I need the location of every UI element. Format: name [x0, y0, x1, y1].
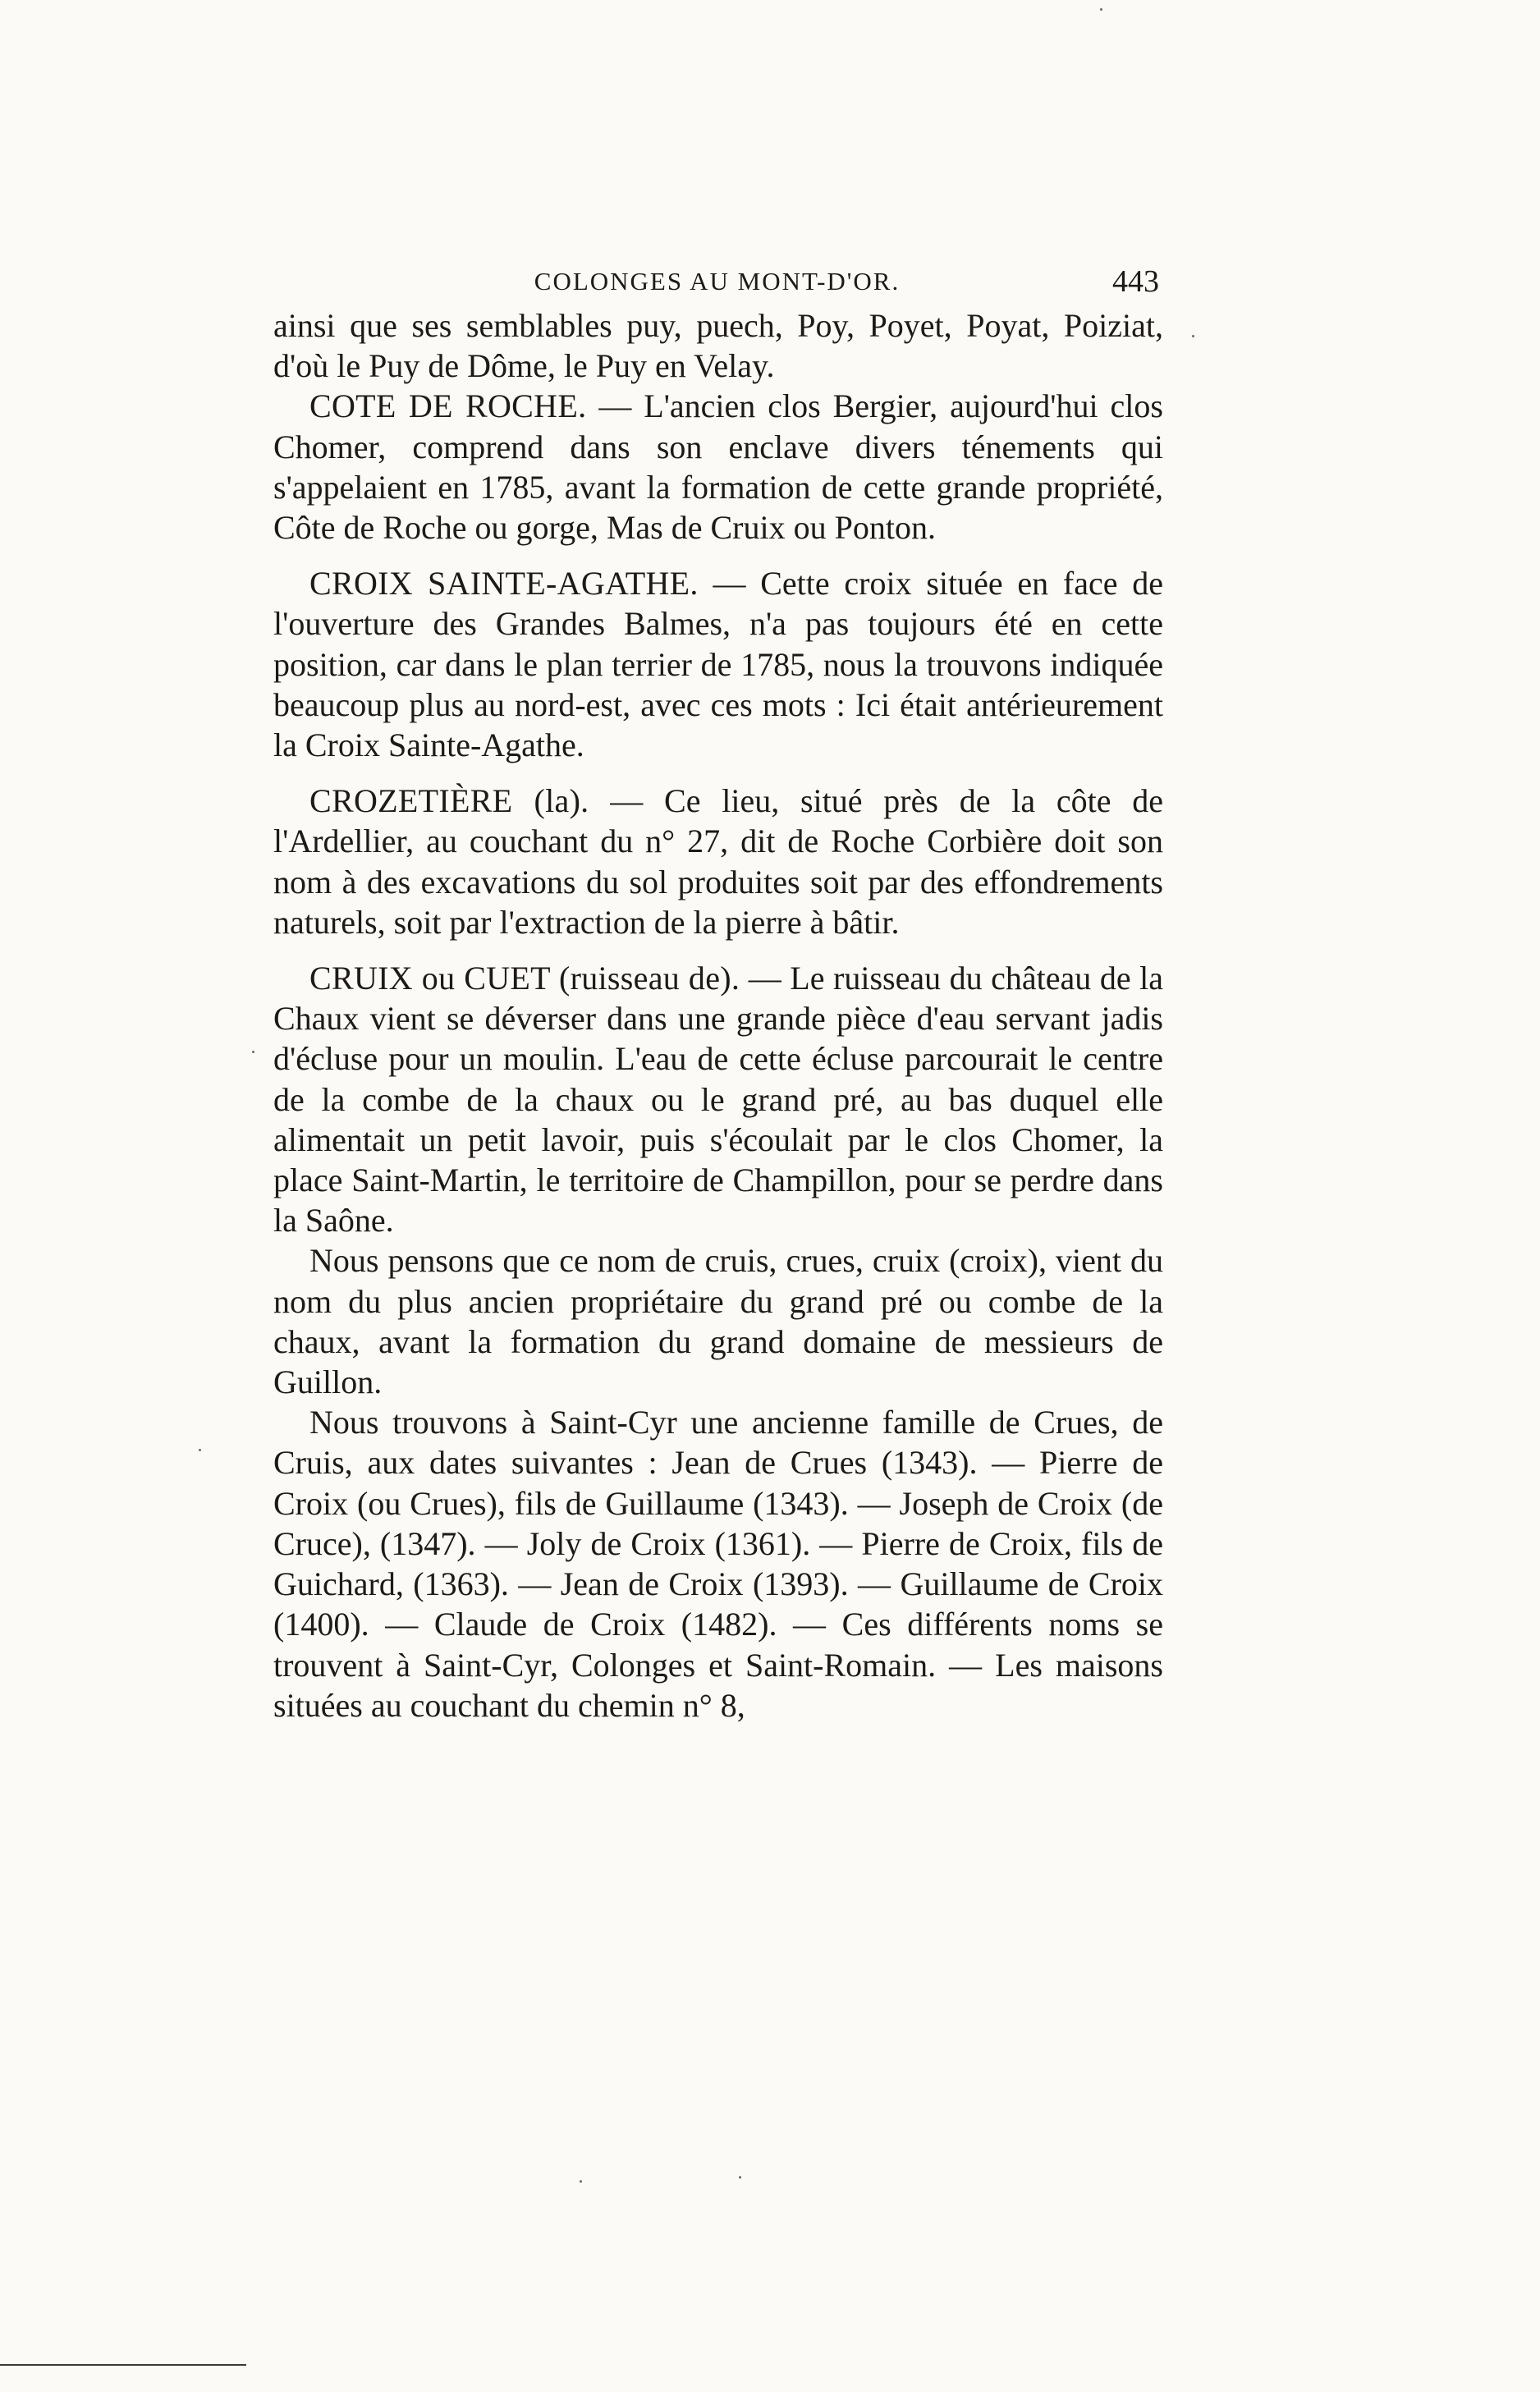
margin-dot: [252, 1051, 254, 1053]
running-head: [275, 261, 1159, 302]
entry-heading: CRUIX ou CUET (ruisseau de).: [309, 960, 740, 997]
paragraph-name-origin: [273, 1240, 1163, 1402]
entry-croix-sainte-agathe: [273, 563, 1163, 765]
entry-crozetiere: [273, 781, 1163, 942]
paragraph-continuation: [273, 305, 1163, 386]
entry-heading: CROIX SAINTE-AGATHE.: [309, 565, 699, 603]
paragraph-saint-cyr-family: [273, 1402, 1163, 1725]
running-title: COLONGES AU MONT-D'OR.: [534, 267, 901, 296]
paragraph-text: Nous trouvons à Saint-Cyr une ancienne famille de Crues, de Cruis, aux dates suivantes : Jean de Crues (1343). — Pierre de Croix (ou Crues), fils de Guillaume (1343). — Joseph de Croix (de Cruce), (1347). — Joly de Croix (1361). — Pierre de Croix, fils de Guichard, (1363). — Jean de Croix (1393). — Guillaume de Croix (1400). — Claude de Croix (1482). — Ces différents noms se trouvent à Saint-Cyr, Colonges et Saint-Romain. — Les maisons situées au couchant du chemin n° 8,: [273, 1404, 1163, 1724]
entry-body: — Cette croix située en face de l'ouverture des Grandes Balmes, n'a pas toujours été en cette position, car dans le plan terrier de 1785, nous la trouvons indiquée beaucoup plus au nord-est, avec ces mots : Ici était antérieurement la Croix Sainte-Agathe.: [273, 565, 1163, 764]
entry-cote-de-roche: [273, 386, 1163, 548]
entry-body: — Le ruisseau du château de la Chaux vient se déverser dans une grande pièce d'eau servant jadis d'écluse pour un moulin. L'eau de cette écluse parcourait le centre de la combe de la chaux ou le grand pré, au bas duquel elle alimentait un petit lavoir, puis s'écoulait par le clos Chomer, la place Saint-Martin, le territoire de Champillon, pour se perdre dans la Saône.: [273, 960, 1163, 1240]
margin-dot: [199, 1449, 201, 1451]
footer-rule: [0, 2364, 246, 2366]
entry-cruix-ou-cuet: [273, 958, 1163, 1240]
entry-body: — L'ancien clos Bergier, aujourd'hui clos Chomer, comprend dans son enclave divers ténements qui s'appelaient en 1785, avant la formation de cette grande propriété, Côte de Roche ou gorge, Mas de Cruix ou Ponton.: [273, 387, 1163, 547]
margin-dot: [739, 2176, 741, 2179]
paragraph-text: ainsi que ses semblables puy, puech, Poy, Poyet, Poyat, Poiziat, d'où le Puy de Dôme, le Puy en Velay.: [273, 307, 1163, 385]
margin-dot: [580, 2180, 582, 2183]
paragraph-text: Nous pensons que ce nom de cruis, crues, cruix (croix), vient du nom du plus ancien propriétaire du grand pré ou combe de la chaux, avant la formation du grand domaine de messieurs de Guillon.: [273, 1242, 1163, 1401]
margin-dot: [1100, 8, 1102, 11]
page-number: 443: [1112, 264, 1159, 299]
margin-dot: [1192, 335, 1194, 337]
entry-heading: COTE DE ROCHE.: [309, 387, 587, 425]
entry-heading: CROZETIÈRE (la).: [309, 782, 589, 820]
text-column: [273, 305, 1163, 1725]
entry-body: — Ce lieu, situé près de la côte de l'Ardellier, au couchant du n° 27, dit de Roche Corbière doit son nom à des excavations du sol produites soit par des effondrements naturels, soit par l'extraction de la pierre à bâtir.: [273, 782, 1163, 941]
